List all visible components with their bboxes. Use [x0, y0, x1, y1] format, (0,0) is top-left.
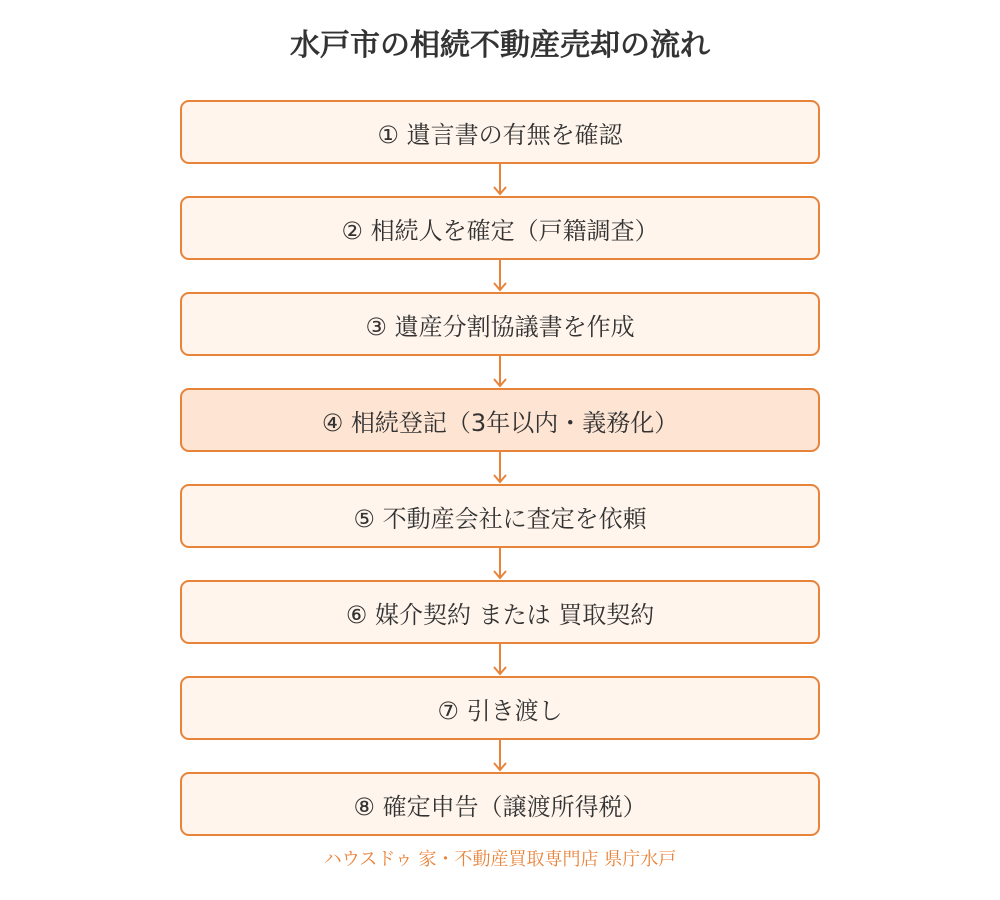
- step-1-box: [180, 100, 820, 164]
- arrow-7-to-8: [490, 740, 510, 772]
- step-4-box: [180, 388, 820, 452]
- arrow-3-to-4: [490, 356, 510, 388]
- step-2-box: [180, 196, 820, 260]
- arrow-1-to-2: [490, 164, 510, 196]
- arrow-5-to-6: [490, 548, 510, 580]
- step-7-box: [180, 676, 820, 740]
- diagram-title: 水戸市の相続不動産売却の流れ: [290, 28, 710, 63]
- arrow-6-to-7: [490, 644, 510, 676]
- step-8-label: ⑧ 確定申告（譲渡所得税）: [353, 792, 647, 821]
- step-6-box: [180, 580, 820, 644]
- arrow-2-to-3: [490, 260, 510, 292]
- step-3-label: ③ 遺産分割協議書を作成: [365, 312, 635, 341]
- step-6-label: ⑥ 媒介契約 または 買取契約: [345, 600, 655, 629]
- footer-credit: ハウスドゥ 家・不動産買取専門店 県庁水戸: [323, 849, 677, 870]
- step-5-box: [180, 484, 820, 548]
- step-7-label: ⑦ 引き渡し: [437, 696, 563, 725]
- step-3-box: [180, 292, 820, 356]
- arrow-4-to-5: [490, 452, 510, 484]
- step-8-box: [180, 772, 820, 836]
- step-5-label: ⑤ 不動産会社に査定を依頼: [353, 504, 647, 533]
- step-1-label: ① 遺言書の有無を確認: [377, 120, 623, 149]
- step-2-label: ② 相続人を確定（戸籍調査）: [341, 216, 659, 245]
- step-4-label: ④ 相続登記（3年以内・義務化）: [321, 408, 679, 437]
